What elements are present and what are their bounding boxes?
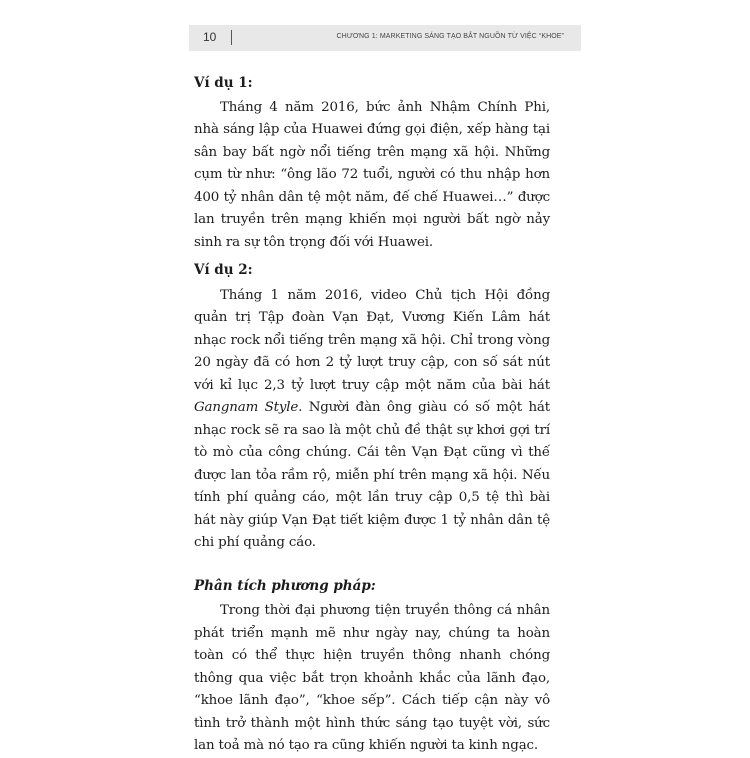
- example-2-text-before: Tháng 1 năm 2016, video Chủ tịch Hội đồng quản trị Tập đoàn Vạn Đạt, Vương Kiến Lâm hát nhạc rock nổi tiếng trên mạng xã hội. Chỉ trong vòng 20 ngày đã có hơn 2 tỷ lượt truy cập, con số sát nút với kỉ lục 2,3 tỷ lượt truy cập một năm của bài hát: [194, 287, 550, 393]
- running-head: CHƯƠNG 1: MARKETING SÁNG TẠO BẮT NGUỒN TỪ VIỆC “KHOE”: [336, 33, 564, 40]
- page-header: [189, 25, 581, 51]
- page-number: 10: [203, 30, 217, 44]
- example-2-heading: Ví dụ 2:: [194, 262, 253, 278]
- example-2-paragraph: [194, 285, 550, 555]
- example-2-text-after: . Người đàn ông giàu có số một hát nhạc rock sẽ ra sao là một chủ đề thật sự khơi gợi trí tò mò của công chúng. Cái tên Vạn Đạt cũng vì thế được lan tỏa rầm rộ, miễn phí trên mạng xã hội. Nếu tính phí quảng cáo, một lần truy cập 0,5 tệ thì bài hát này giúp Vạn Đạt tiết kiệm được 1 tỷ nhân dân tệ chi phí quảng cáo.: [194, 400, 550, 550]
- header-divider: [231, 30, 232, 45]
- example-1-paragraph: Tháng 4 năm 2016, bức ảnh Nhậm Chính Phi, nhà sáng lập của Huawei đứng gọi điện, xếp hàng tại sân bay bất ngờ nổi tiếng trên mạng xã hội. Những cụm từ như: “ông lão 72 tuổi, người có thu nhập hơn 400 tỷ nhân dân tệ một năm, đế chế Huawei…” được lan truyền trên mạng khiến mọi người bất ngờ nảy sinh ra sự tôn trọng đối với Huawei.: [194, 99, 550, 250]
- page-body: [194, 72, 550, 758]
- example-1-heading: Ví dụ 1:: [194, 75, 253, 91]
- analysis-heading: Phân tích phương pháp:: [194, 577, 376, 594]
- analysis-paragraph: Trong thời đại phương tiện truyền thông cá nhân phát triển mạnh mẽ như ngày nay, chúng ta hoàn toàn có thể thực hiện truyền thông nhanh chóng thông qua việc bắt trọn khoảnh khắc của lãnh đạo, “khoe lãnh đạo”, “khoe sếp”. Cách tiếp cận này vô tình trở thành một hình thức sáng tạo tuyệt vời, sức lan toả mà nó tạo ra cũng khiến người ta kinh ngạc.: [194, 603, 550, 753]
- song-title: Gangnam Style: [194, 400, 299, 415]
- book-page: [173, 0, 581, 753]
